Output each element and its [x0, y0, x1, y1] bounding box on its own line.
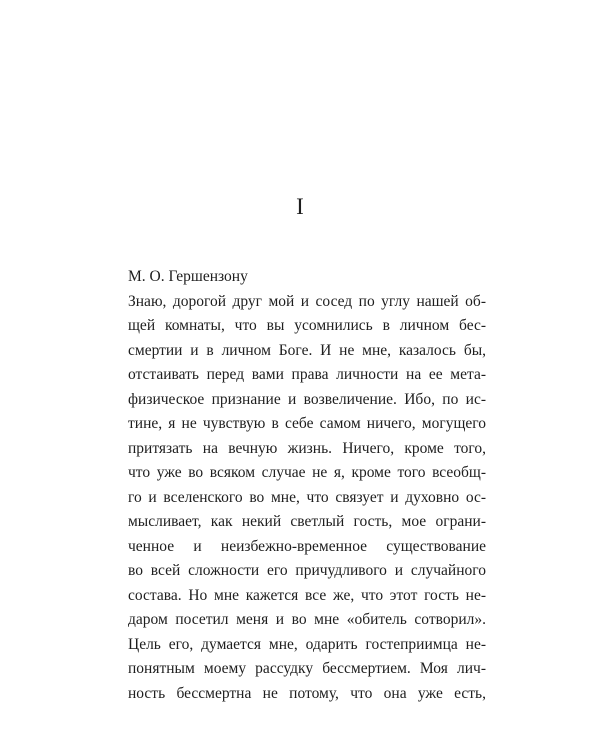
text-line: состава. Но мне кажется все же, что этот гость не- — [128, 586, 486, 604]
text-line: что уже во всяком случае не я, кроме того всеобщ- — [128, 464, 486, 481]
text-line: физическое признание и возвеличение. Ибо, по ис- — [128, 390, 486, 408]
chapter-number: I — [296, 194, 304, 219]
text-line: отстаивать перед вами права личности на ее мета- — [128, 366, 486, 383]
text-line: Цель его, думается мне, одарить гостеприимца не- — [128, 635, 486, 653]
text-line: ченное и неизбежно-временное существование — [128, 537, 486, 555]
text-line: понятным моему рассудку бессмертием. Моя лич- — [128, 660, 486, 677]
text-line: го и вселенского во мне, что связует и духовно ос- — [128, 488, 486, 506]
text-line: тине, я не чувствую в себе самом ничего, могущего — [128, 415, 486, 432]
text-line: щей комнаты, что вы усомнились в личном бес- — [128, 317, 486, 334]
text-line: во всей сложности его причудливого и случайного — [128, 562, 486, 579]
text-line: смертии и в личном Боге. И не мне, казалось бы, — [128, 341, 486, 359]
text-line: мысливает, как некий светлый гость, мое ограни- — [128, 513, 486, 530]
letter-addressee: М. О. Гершензону — [128, 268, 248, 285]
letter-body — [128, 290, 486, 707]
text-line: ность бессмертна не потому, что она уже есть, — [128, 684, 486, 702]
text-line: даром посетил меня и во мне «обитель сотворил». — [128, 611, 486, 628]
text-line: притязать на вечную жизнь. Ничего, кроме того, — [128, 439, 486, 457]
text-line: Знаю, дорогой друг мой и сосед по углу нашей об- — [128, 292, 486, 310]
